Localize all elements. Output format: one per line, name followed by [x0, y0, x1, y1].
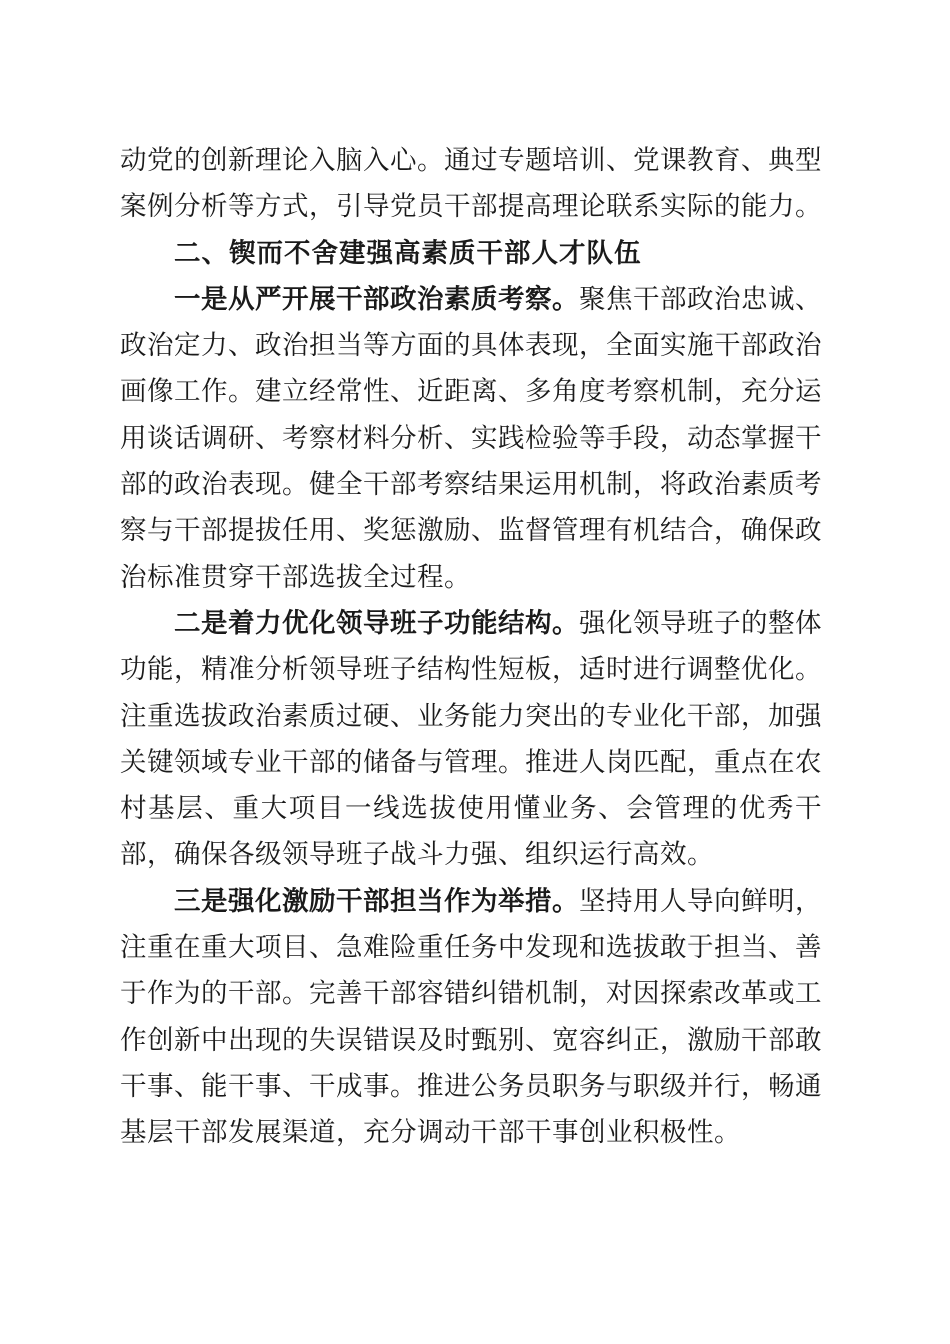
paragraph-item-2: [120, 601, 822, 879]
paragraph-lead: 二是着力优化领导班子功能结构。: [174, 607, 579, 639]
paragraph-body: 强化领导班子的整体功能，精准分析领导班子结构性短板，适时进行调整优化。注重选拔政治素质过硬、业务能力突出的专业化干部，加强关键领域专业干部的储备与管理。推进人岗匹配，重点在农村基层、重大项目一线选拔使用懂业务、会管理的优秀干部，确保各级领导班子战斗力强、组织运行高效。: [120, 607, 822, 871]
paragraph-body: 坚持用人导向鲜明，注重在重大项目、急难险重任务中发现和选拔敢于担当、善于作为的干部。完善干部容错纠错机制，对因探索改革或工作创新中出现的失误错误及时甄别、宽容纠正，激励干部敢干事、能干事、干成事。推进公务员职务与职级并行，畅通基层干部发展渠道，充分调动干部干事创业积极性。: [120, 885, 822, 1149]
paragraph-lead: 三是强化激励干部担当作为举措。: [174, 885, 579, 917]
section-heading: 二、锲而不舍建强高素质干部人才队伍: [174, 237, 642, 269]
paragraph-item-3: [120, 879, 822, 1157]
paragraph-lead: 一是从严开展干部政治素质考察。: [174, 283, 579, 315]
paragraph-continuation: 动党的创新理论入脑入心。通过专题培训、党课教育、典型案例分析等方式，引导党员干部提高理论联系实际的能力。: [120, 145, 822, 223]
document-body: [120, 138, 822, 1157]
paragraph-item-1: [120, 277, 822, 601]
paragraph-body: 聚焦干部政治忠诚、政治定力、政治担当等方面的具体表现，全面实施干部政治画像工作。建立经常性、近距离、多角度考察机制，充分运用谈话调研、考察材料分析、实践检验等手段，动态掌握干部的政治表现。健全干部考察结果运用机制，将政治素质考察与干部提拔任用、奖惩激励、监督管理有机结合，确保政治标准贯穿干部选拔全过程。: [120, 283, 822, 593]
